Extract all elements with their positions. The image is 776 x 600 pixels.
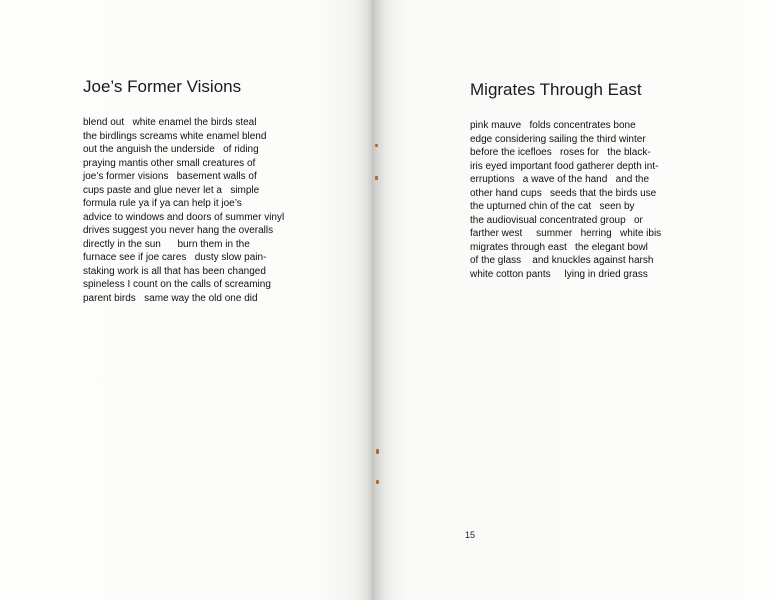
poem-line: pink mauve folds concentrates bone — [470, 120, 636, 131]
binding-stitch — [375, 144, 378, 147]
poem-line: praying mantis other small creatures of — [83, 157, 256, 169]
poem-line: the upturned chin of the cat seen by — [470, 201, 635, 212]
left-page — [0, 0, 372, 600]
poem-line: erruptions a wave of the hand and the — [470, 174, 650, 185]
binding-stitch — [376, 449, 379, 454]
poem-line: spineless I count on the calls of screaming — [83, 279, 271, 290]
poem-line: farther west summer herring white ibis — [470, 228, 662, 239]
poem-line: advice to windows and doors of summer vinyl — [83, 211, 285, 223]
poem-line: furnace see if joe cares dusty slow pain- — [83, 252, 267, 263]
poem-line: drives suggest you never hang the overalls — [83, 225, 274, 236]
left-poem-title: Joe’s Former Visions — [83, 77, 242, 96]
poem-line: migrates through east the elegant bowl — [470, 241, 648, 253]
poem-line: the birdlings screams white enamel blend — [83, 130, 267, 142]
poem-line: white cotton pants lying in dried grass — [470, 268, 648, 280]
right-poem-title: Migrates Through East — [470, 80, 642, 99]
poem-line: other hand cups seeds that the birds use — [470, 187, 657, 199]
right-page — [372, 0, 776, 600]
poem-line: joe’s former visions basement walls of — [83, 171, 257, 182]
poem-line: the audiovisual concentrated group or — [470, 214, 643, 226]
right-poem-body — [470, 119, 661, 281]
poem-line: staking work is all that has been changed — [83, 265, 266, 277]
poem-line: iris eyed important food gatherer depth int- — [470, 160, 659, 172]
poem-line: formula rule ya if ya can help it joe’s — [83, 198, 242, 209]
poem-line: before the icefloes roses for the black- — [470, 147, 651, 158]
poem-line: out the anguish the underside of riding — [83, 144, 259, 155]
poem-line: edge considering sailing the third winter — [470, 133, 646, 145]
poem-line: parent birds same way the old one did — [83, 292, 258, 304]
poem-line: cups paste and glue never let a simple — [83, 184, 260, 196]
poem-line: blend out white enamel the birds steal — [83, 117, 257, 128]
poem-line: directly in the sun burn them in the — [83, 238, 250, 250]
binding-stitch — [375, 176, 378, 180]
page-number: 15 — [465, 530, 476, 540]
poem-line: of the glass and knuckles against harsh — [470, 255, 654, 266]
binding-stitch — [376, 480, 379, 484]
left-poem-body — [83, 116, 284, 305]
